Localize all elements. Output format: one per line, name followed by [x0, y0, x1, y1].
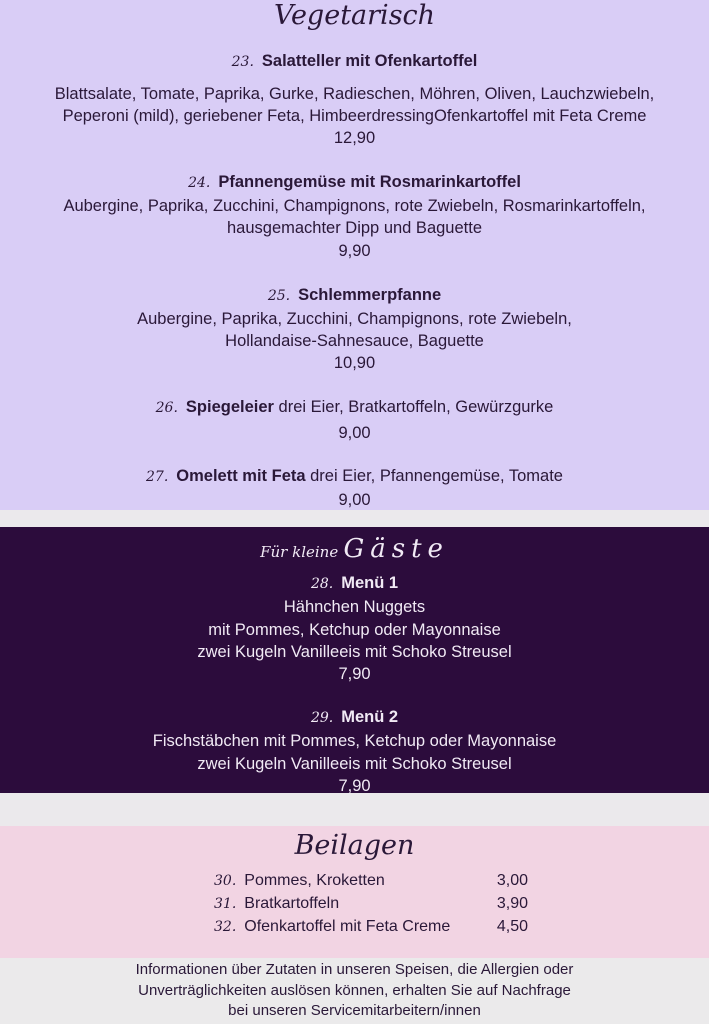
section-vegetarisch — [0, 0, 709, 510]
section-title: Vegetarisch — [273, 0, 436, 31]
item-name: Menü 1 — [341, 574, 399, 592]
item-description: Aubergine, Paprika, Zucchini, Champignons, rote Zwiebeln, — [137, 310, 572, 328]
menu-item-heading — [0, 51, 709, 72]
menu-item-heading — [0, 573, 709, 594]
item-name: Bratkartoffeln — [244, 895, 340, 912]
item-description: Fischstäbchen mit Pommes, Ketchup oder Mayonnaise — [152, 732, 557, 750]
section-beilagen — [0, 826, 709, 958]
item-description: Blattsalate, Tomate, Paprika, Gurke, Radieschen, Möhren, Oliven, Lauchzwiebeln, — [54, 85, 655, 103]
section-title: Beilagen — [294, 830, 415, 861]
item-description: zwei Kugeln Vanilleeis mit Schoko Streusel — [197, 755, 512, 773]
item-number: 31. — [214, 896, 237, 912]
item-price: 3,90 — [496, 895, 528, 912]
item-description: Hähnchen Nuggets — [283, 598, 426, 616]
item-price: 9,00 — [338, 491, 371, 509]
item-description: Hollandaise-Sahnesauce, Baguette — [225, 332, 484, 350]
item-description: drei Eier, Bratkartoffeln, Gewürzgurke — [273, 398, 554, 416]
side-item — [214, 871, 534, 891]
item-price: 4,50 — [496, 918, 528, 935]
item-description: mit Pommes, Ketchup oder Mayonnaise — [208, 621, 501, 639]
item-price: 9,00 — [338, 424, 371, 442]
item-price: 10,90 — [333, 354, 376, 372]
item-price: 7,90 — [338, 777, 371, 795]
item-number: 24. — [188, 175, 211, 191]
item-description: hausgemachter Dipp und Baguette — [226, 219, 482, 237]
item-price: 9,90 — [338, 242, 371, 260]
info-line: Informationen über Zutaten in unseren Speisen, die Allergien oder — [135, 961, 574, 978]
item-name: Pommes, Kroketten — [244, 872, 385, 889]
item-price: 12,90 — [333, 129, 376, 147]
item-description: zwei Kugeln Vanilleeis mit Schoko Streusel — [197, 643, 512, 661]
item-number: 32. — [214, 919, 237, 935]
info-line: Unverträglichkeiten auslösen können, erhalten Sie auf Nachfrage — [138, 982, 571, 999]
item-description: drei Eier, Pfannengemüse, Tomate — [305, 467, 563, 485]
item-number: 28. — [310, 576, 334, 592]
menu-item-heading — [0, 707, 709, 728]
item-description: Peperoni (mild), geriebener Feta, HimbeerdressingOfenkartoffel mit Feta Creme — [62, 107, 647, 125]
item-price: 3,00 — [496, 872, 528, 889]
menu-item-heading — [0, 285, 709, 306]
title-small: Für kleine — [260, 543, 339, 561]
menu-item-heading — [0, 172, 709, 193]
item-number: 27. — [146, 469, 169, 485]
item-name: Omelett mit Feta — [176, 467, 306, 485]
item-price: 7,90 — [338, 665, 371, 683]
item-name: Pfannengemüse mit Rosmarinkartoffel — [218, 173, 521, 191]
info-line: bei unseren Servicemitarbeitern/innen — [228, 1002, 481, 1019]
item-description: Aubergine, Paprika, Zucchini, Champignons, rote Zwiebeln, Rosmarinkartoffeln, — [63, 197, 646, 215]
item-number: 30. — [214, 873, 237, 889]
side-item — [214, 894, 534, 914]
menu-item-heading — [0, 397, 709, 418]
item-number: 26. — [155, 400, 178, 416]
side-item — [214, 917, 534, 937]
item-number: 23. — [231, 54, 254, 70]
item-number: 29. — [310, 710, 334, 726]
title-big: Gäste — [343, 534, 449, 564]
item-name: Spiegeleier — [185, 398, 274, 416]
item-name: Ofenkartoffel mit Feta Creme — [244, 918, 451, 935]
section-title — [0, 533, 709, 568]
menu-item-heading — [0, 466, 709, 487]
item-number: 25. — [267, 288, 291, 304]
allergy-info — [0, 958, 709, 1024]
item-name: Menü 2 — [341, 708, 399, 726]
item-name: Salatteller mit Ofenkartoffel — [261, 52, 478, 70]
section-kids — [0, 527, 709, 793]
item-name: Schlemmerpfanne — [298, 286, 442, 304]
